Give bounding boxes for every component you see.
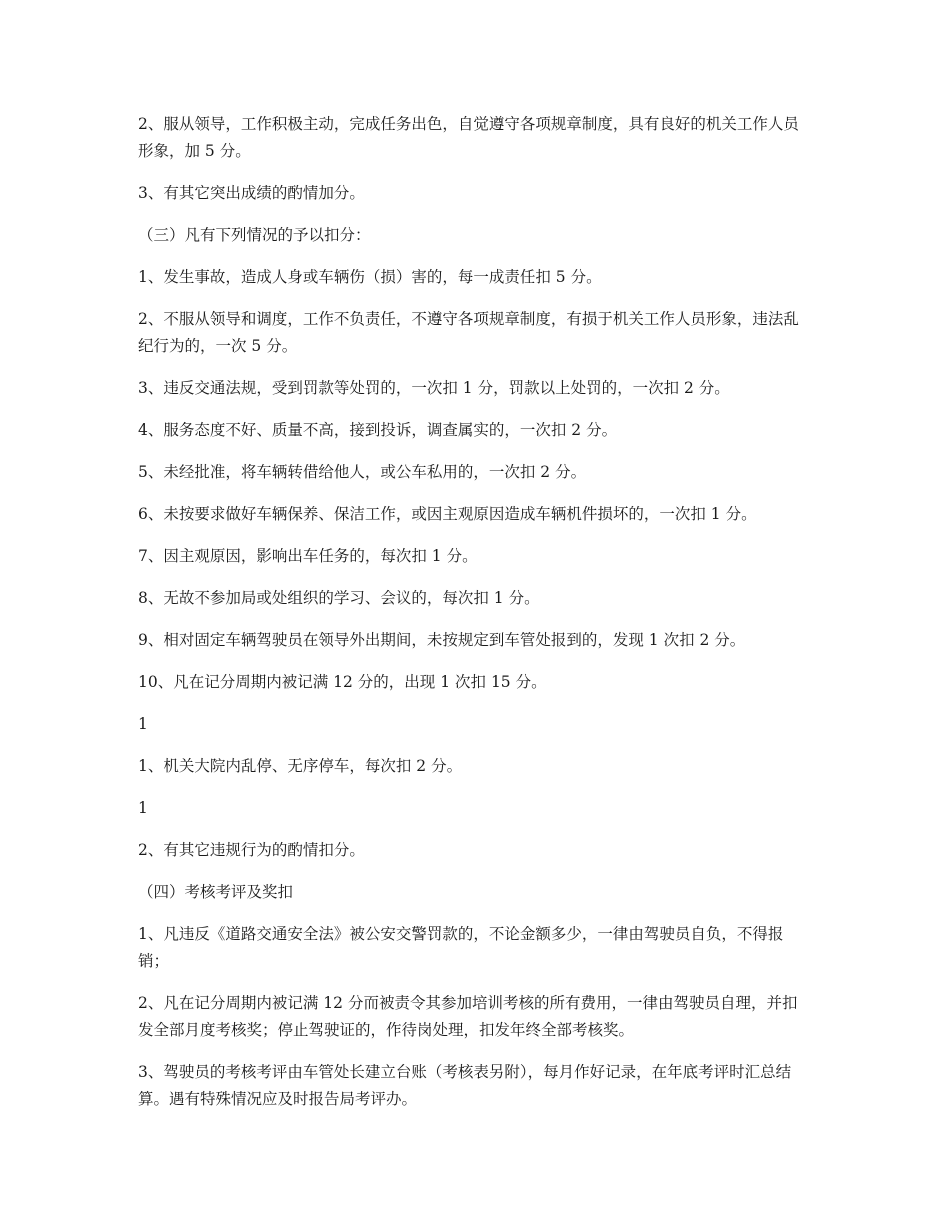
paragraph-assessment-3: 3、驾驶员的考核考评由车管处长建立台账（考核表另附），每月作好记录，在年底考评时汇总结算。遇有特殊情况应及时报告局考评办。 [138, 1063, 792, 1108]
paragraph-deduction-2: 2、不服从领导和调度，工作不负责任，不遵守各项规章制度，有损于机关工作人员形象，违法乱纪行为的，一次 5 分。 [138, 310, 799, 355]
paragraph-number-marker: 1 [138, 715, 148, 733]
paragraph-assessment-2: 2、凡在记分周期内被记满 12 分而被责令其参加培训考核的所有费用，一律由驾驶员自理，并扣发全部月度考核奖；停止驾驶证的，作待岗处理，扣发年终全部考核奖。 [138, 994, 798, 1039]
paragraph-number-marker: 1 [138, 799, 148, 817]
paragraph-bonus-3: 3、有其它突出成绩的酌情加分。 [138, 184, 365, 202]
section-heading-deductions: （三）凡有下列情况的予以扣分： [138, 226, 371, 244]
document-body [138, 111, 810, 1128]
paragraph-bonus-2: 2、服从领导，工作积极主动，完成任务出色，自觉遵守各项规章制度，具有良好的机关工作人员形象，加 5 分。 [138, 115, 799, 160]
paragraph-deduction-3: 3、违反交通法规，受到罚款等处罚的，一次扣 1 分，罚款以上处罚的，一次扣 2 分。 [138, 379, 730, 397]
section-heading-assessment: （四）考核考评及奖扣 [138, 883, 294, 901]
paragraph-deduction-4: 4、服务态度不好、质量不高，接到投诉，调查属实的，一次扣 2 分。 [138, 421, 618, 439]
paragraph-deduction-11: 1、机关大院内乱停、无序停车，每次扣 2 分。 [138, 757, 463, 775]
paragraph-deduction-9: 9、相对固定车辆驾驶员在领导外出期间，未按规定到车管处报到的，发现 1 次扣 2 分。 [138, 631, 746, 649]
paragraph-deduction-12: 2、有其它违规行为的酌情扣分。 [138, 841, 365, 859]
paragraph-assessment-1: 1、凡违反《道路交通安全法》被公安交警罚款的，不论金额多少，一律由驾驶员自负，不得报销； [138, 925, 784, 970]
paragraph-deduction-6: 6、未按要求做好车辆保养、保洁工作，或因主观原因造成车辆机件损坏的，一次扣 1 分。 [138, 505, 757, 523]
paragraph-deduction-1: 1、发生事故，造成人身或车辆伤（损）害的，每一成责任扣 5 分。 [138, 268, 602, 286]
paragraph-deduction-10: 10、凡在记分周期内被记满 12 分的，出现 1 次扣 15 分。 [138, 673, 547, 691]
paragraph-deduction-7: 7、因主观原因，影响出车任务的，每次扣 1 分。 [138, 547, 478, 565]
paragraph-deduction-5: 5、未经批准，将车辆转借给他人，或公车私用的，一次扣 2 分。 [138, 463, 587, 481]
paragraph-deduction-8: 8、无故不参加局或处组织的学习、会议的，每次扣 1 分。 [138, 589, 540, 607]
